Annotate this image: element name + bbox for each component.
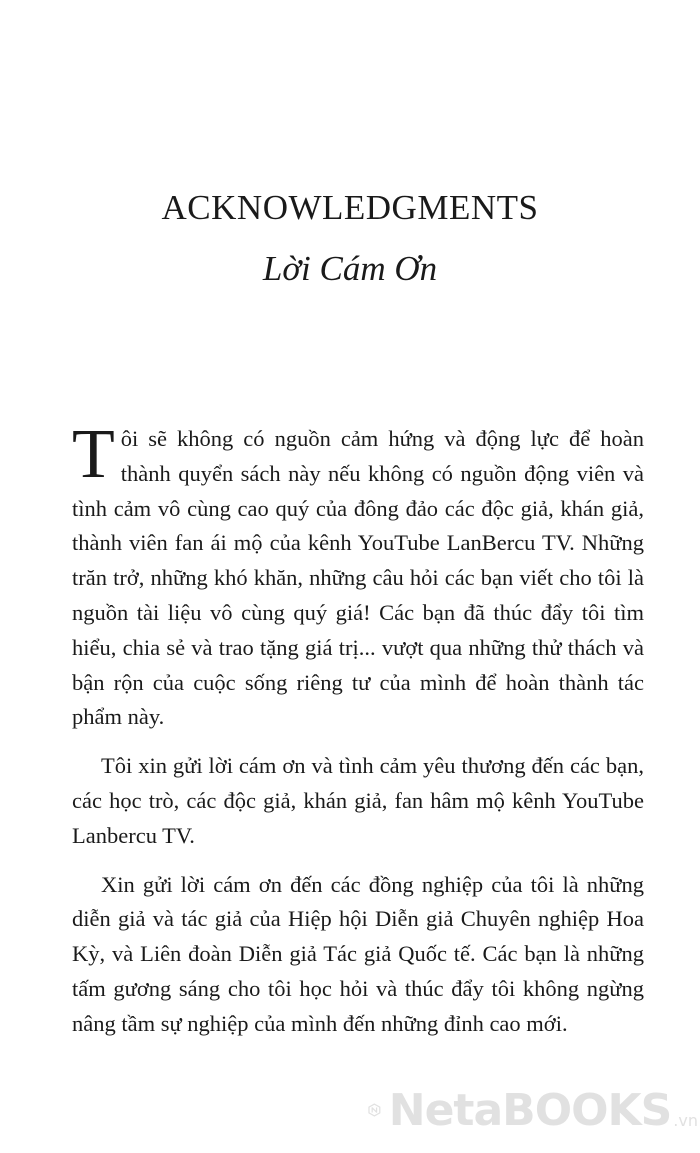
paragraph-3: Xin gửi lời cám ơn đến các đồng nghiệp của tôi là những diễn giả và tác giả của Hiệp hội Diễn giả Chuyên nghiệp Hoa Kỳ, và Liên đoàn Diễn giả Tác giả Quốc tế. Các bạn là những tấm gương sáng cho tôi học hỏi và thúc đẩy tôi không ngừng nâng tầm sự nghiệp của mình đến những đỉnh cao mới. — [72, 871, 644, 1036]
paragraph-1-text: ôi sẽ không có nguồn cảm hứng và động lực để hoàn thành quyển sách này nếu không có nguồn động viên và tình cảm vô cùng cao quý của đông đảo các độc giả, khán giả, thành viên fan ái mộ của kênh YouTube LanBercu TV. Những trăn trở, những khó khăn, những câu hỏi các bạn viết cho tôi là nguồn tài liệu vô cùng quý giá! Các bạn đã thúc đẩy tôi tìm hiểu, chia sẻ và trao tặng giá trị... vượt qua những thử thách và bận rộn của cuộc sống riêng tư của mình để hoàn thành tác phẩm này. — [72, 426, 644, 730]
watermark — [368, 1080, 698, 1140]
page-title: ACKNOWLEDGMENTS — [161, 188, 539, 227]
paragraph-2: Tôi xin gửi lời cám ơn và tình cảm yêu thương đến các bạn, các học trò, các độc giả, khán giả, fan hâm mộ kênh YouTube Lanbercu TV. — [72, 753, 644, 848]
drop-cap: T — [72, 416, 115, 493]
netabooks-logo-icon — [368, 1084, 381, 1136]
watermark-suffix: .vn — [673, 1111, 698, 1130]
acknowledgments-body — [72, 416, 644, 1056]
paragraph-1 — [72, 416, 644, 735]
page-subtitle: Lời Cám Ơn — [262, 249, 438, 288]
watermark-brand: NetaBOOKS — [388, 1084, 672, 1136]
